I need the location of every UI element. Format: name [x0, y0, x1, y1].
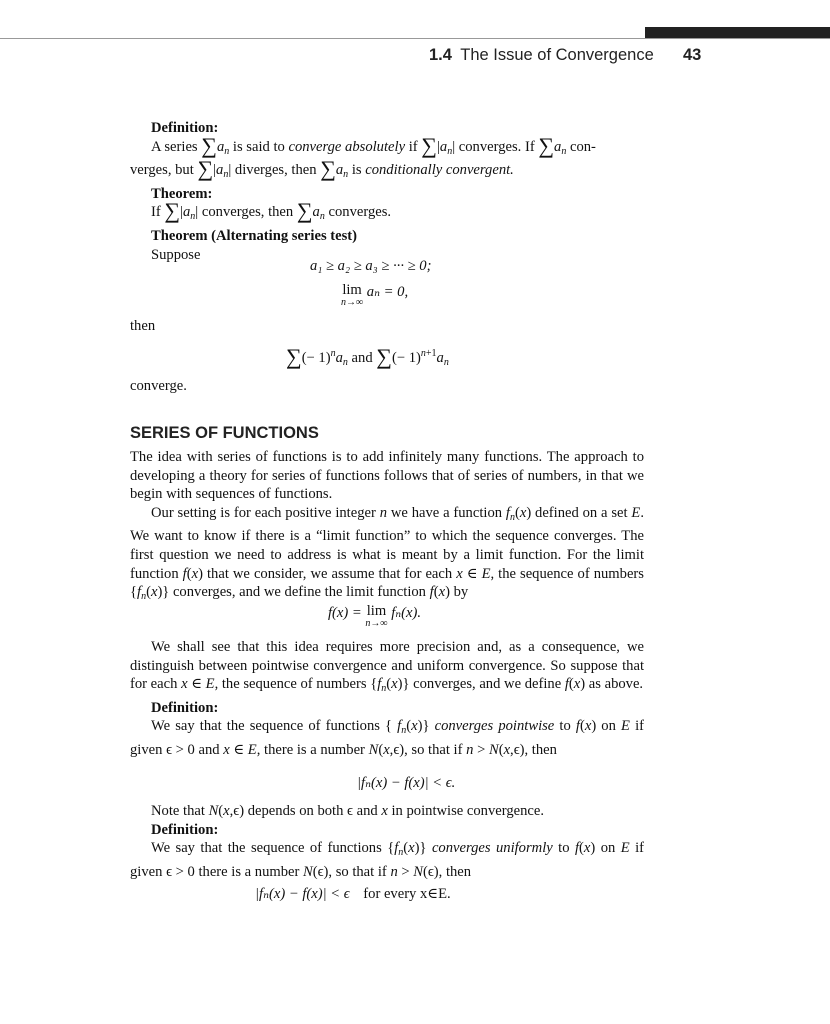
- definition-label: Definition: [151, 821, 214, 838]
- term-converges-pointwise: converges pointwise: [434, 718, 555, 735]
- definition-pointwise: We say that the sequence of functions { $f_n(x)$} converges pointwise to f(x) on E if given ϵ > 0 and x ∈ E, there is a number N(x,ϵ), so that if n > N(x,ϵ), then: [130, 718, 644, 758]
- section-number: 1.4: [429, 46, 452, 64]
- running-head: [429, 46, 654, 65]
- converge-word: converge.: [130, 378, 187, 394]
- then-word: then: [130, 318, 156, 334]
- term-converge-absolutely: converge absolutely: [288, 138, 406, 155]
- pointwise-note-and-uniform-definition: Note that N(x,ϵ) depends on both ϵ and x in pointwise convergence. Definition: We say that the sequence of functions $\{f_n(x)\}$ converges uniformly to f(x) on E if given ϵ > 0 there is a number N(ϵ), so that if n > N(ϵ), then: [130, 803, 644, 880]
- alternating-series-display: ∑(− $1)^na_n$ and ∑(− $1)^{n+1}a_n$: [286, 344, 449, 369]
- definition-absolute-convergence: Definition: A series $\sum a_n$ is said to converge absolutely if $\sum|a_n|$ converges. If $\sum a_n$ con- verges, but $\sum|a_n|$ diverges, then $\sum a_n$ is conditionally convergent. Theorem: If $\sum|a_n|$ converges, then $\sum a_n$ converges. Theorem (Alternating series test) Suppose: [130, 119, 644, 264]
- theorem-alternating-label: Theorem (Alternating series test): [151, 227, 358, 244]
- paragraph-1: The idea with series of functions is to add infinitely many functions. The approach to developing a theory for series of functions follows that of series of numbers, in that we begin with sequences of functions.: [130, 449, 644, 503]
- series-of-functions-body: [130, 448, 644, 607]
- condition-decreasing: a₁ ≥ a₂ ≥ a₃ ≥ ··· ≥ 0;: [310, 258, 432, 274]
- limit-function-equation: f(x) = lim n→∞ fₙ(x).: [328, 603, 422, 629]
- theorem-label: Theorem: [151, 185, 208, 202]
- header-rule: [0, 38, 830, 39]
- definition-uniform: We say that the sequence of functions $\{f_n(x)\}$ converges uniformly to f(x) on E if given ϵ > 0 there is a number N(ϵ), so that if n > N(ϵ), then: [130, 840, 644, 880]
- condition-limit: lim n→∞ aₙ = 0,: [341, 282, 409, 308]
- section-heading: SERIES OF FUNCTIONS: [130, 424, 319, 442]
- definition-label: Definition: [151, 120, 214, 136]
- pointwise-inequality: |fₙ(x) − f(x)| < ϵ.: [357, 775, 456, 791]
- section-title: The Issue of Convergence: [460, 46, 654, 64]
- definition-label: Definition: [151, 699, 214, 716]
- page-number: 43: [683, 46, 702, 64]
- paragraph-2: Our setting is for each positive integer n we have a function $f_n(x)$ defined on a set E. We want to know if there is a “limit function” to which the sequence converges. The first question we need to address is what is meant by a limit function. For the limit function f(x) that we consider, we assume that for each x ∈ E, the sequence of numbers $\{f_n(x)\}$ converges, and we define the limit function f(x) by: [130, 504, 644, 603]
- pointwise-note: Note that N(x,ϵ) depends on both ϵ and x in pointwise convergence.: [151, 803, 545, 819]
- uniform-inequality: |fₙ(x) − f(x)| < ϵ for every x∈E.: [255, 886, 451, 902]
- term-converges-uniformly: converges uniformly: [431, 840, 553, 857]
- paragraph-3: We shall see that this idea requires more precision and, as a consequence, we distinguish between pointwise convergence and uniform convergence. So suppose that for each x ∈ E, the sequence of numbers $\{f_n(x)\}$ converges, and we define f(x) as above. Definition: We say that the sequence of functions { $f_n(x)$} converges pointwise to f(x) on E if given ϵ > 0 and x ∈ E, there is a number N(x,ϵ), so that if n > N(x,ϵ), then: [130, 639, 644, 758]
- term-conditionally-convergent: conditionally convergent.: [365, 162, 514, 179]
